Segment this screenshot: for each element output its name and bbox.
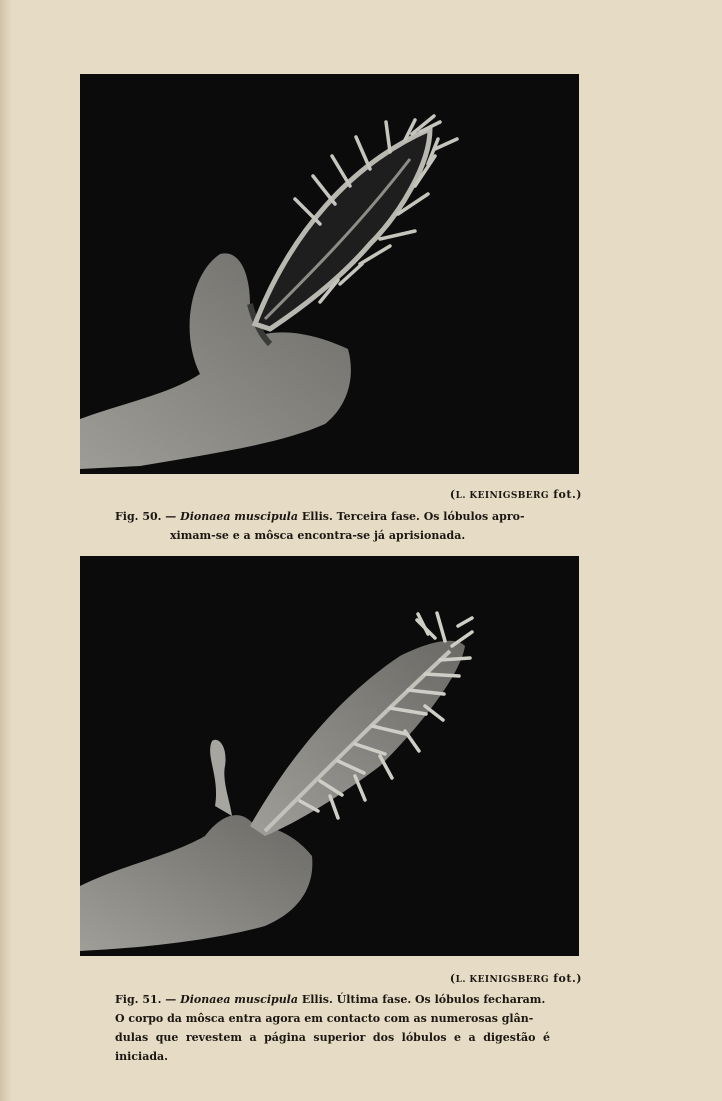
venus-flytrap-final-phase-image [80,556,579,956]
figure-label: Fig. 51. — [115,993,177,1006]
credit-suffix: fot. [553,972,577,985]
caption-text-line3: dulas que revestem a página superior dos lóbulos e a digestão é iniciada. [115,1031,550,1063]
caption-text-line2: ximam-se e a môsca encontra-se já aprisionada. [170,529,466,542]
photographer-name: L. KEINIGSBERG [455,975,549,985]
species-name: Dionaea muscipula [180,510,298,523]
caption-text-line1: Última fase. Os lóbulos fecharam. [336,993,546,1006]
figure-label: Fig. 50. — [115,510,177,523]
species-author: Ellis. [301,510,333,523]
figure-51-credit: (L. KEINIGSBERG fot.) [449,972,582,985]
credit-suffix: fot. [553,488,577,501]
figure-51-caption [115,990,550,1066]
figure-50-credit: (L. KEINIGSBERG fot.) [449,488,582,501]
page-edge-shadow [0,0,12,1101]
caption-text-line1: Terceira fase. Os lóbulos apro- [336,510,525,523]
figure-51-photo [80,556,579,956]
species-author: Ellis. [301,993,333,1006]
figure-50-photo [80,74,579,474]
caption-text-line2: O corpo da môsca entra agora em contacto com as numerosas glân- [115,1012,534,1025]
photographer-name: L. KEINIGSBERG [455,491,549,501]
species-name: Dionaea muscipula [180,993,298,1006]
venus-flytrap-third-phase-image [80,74,579,474]
figure-50-caption [115,507,545,545]
